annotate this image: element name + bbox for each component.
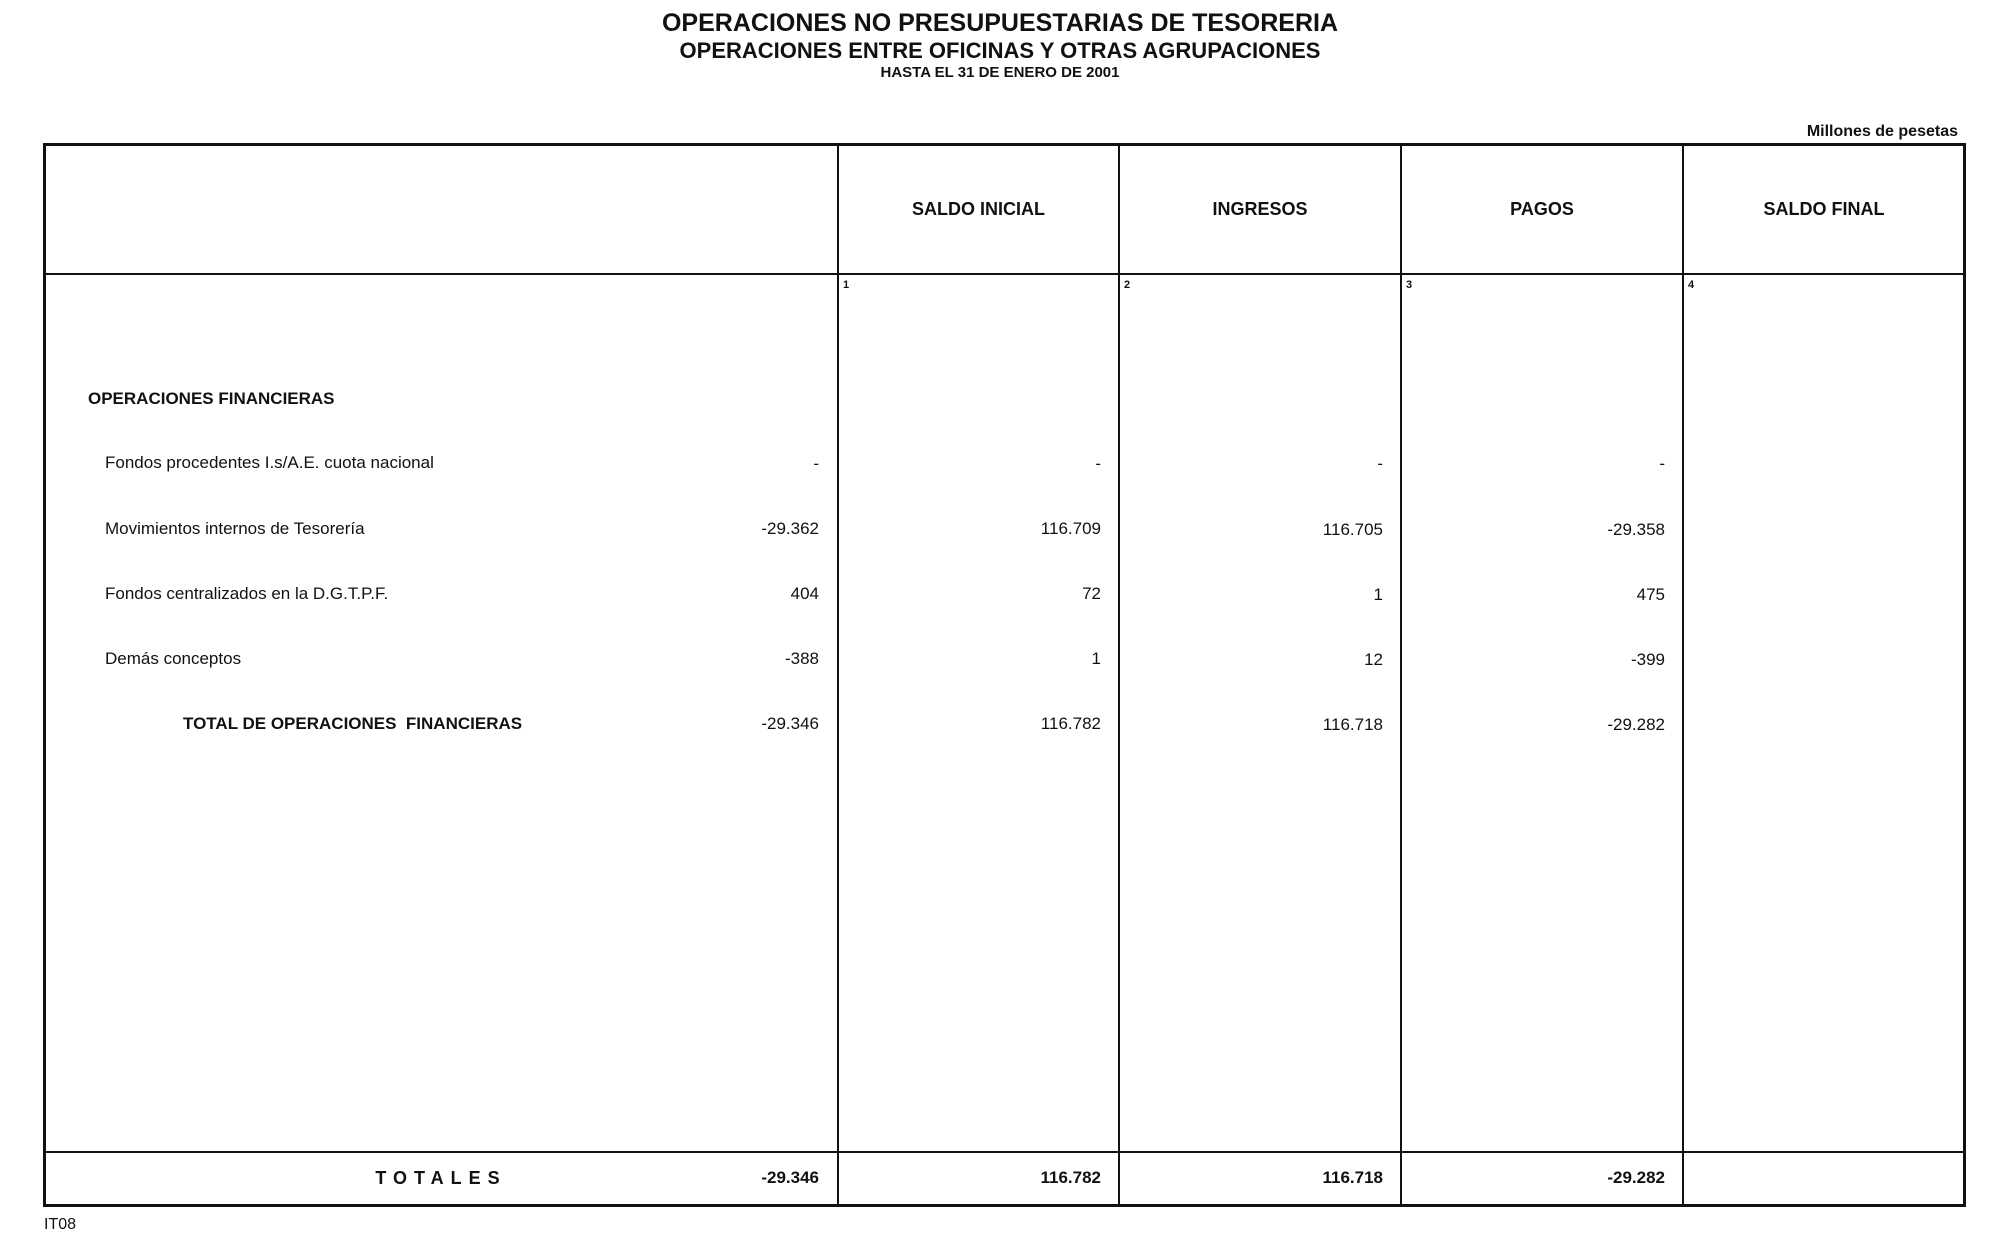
row-label: Fondos procedentes I.s/A.E. cuota nacional: [105, 453, 434, 472]
cell-saldo-final: -399: [1630, 650, 1665, 669]
cell-pagos: 12: [1364, 650, 1383, 669]
cell-pagos: 116.705: [1322, 520, 1383, 539]
column-header-ingresos: INGRESOS: [1212, 199, 1308, 219]
column-number: 4: [1688, 279, 1695, 291]
report-title: OPERACIONES NO PRESUPUESTARIAS DE TESORERIA: [661, 9, 1339, 37]
column-header-saldo-inicial: SALDO INICIAL: [912, 199, 1045, 219]
header-divider: [46, 273, 1963, 275]
column-number: 2: [1124, 279, 1131, 291]
cell-saldo-inicial: -29.362: [761, 519, 819, 538]
section-title: OPERACIONES FINANCIERAS: [88, 389, 335, 408]
cell-pagos: -: [1377, 454, 1383, 473]
column-divider: [837, 146, 839, 1204]
section-total-saldo-final: -29.282: [1607, 715, 1665, 734]
row-label: Movimientos internos de Tesorería: [105, 519, 365, 538]
section-total-ingresos: 116.782: [1040, 714, 1101, 733]
report-period: HASTA EL 31 DE ENERO DE 2001: [880, 64, 1120, 81]
section-total-label: TOTAL DE OPERACIONES FINANCIERAS: [183, 714, 523, 733]
cell-saldo-inicial: -: [813, 454, 819, 473]
financial-table: [43, 143, 1966, 1207]
report-subtitle: OPERACIONES ENTRE OFICINAS Y OTRAS AGRUPACIONES: [679, 38, 1321, 63]
cell-ingresos: 116.709: [1040, 519, 1101, 538]
cell-ingresos: -: [1095, 454, 1101, 473]
column-header-pagos: PAGOS: [1510, 199, 1574, 219]
column-divider: [1682, 146, 1684, 1204]
totals-divider: [46, 1151, 1963, 1153]
column-number: 3: [1406, 279, 1413, 291]
totals-saldo-final: -29.282: [1607, 1168, 1665, 1187]
row-label: Fondos centralizados en la D.G.T.P.F.: [105, 584, 389, 603]
totals-saldo-inicial: -29.346: [761, 1168, 819, 1187]
totals-pagos: 116.718: [1322, 1168, 1383, 1187]
cell-ingresos: 72: [1082, 584, 1101, 603]
column-divider: [1118, 146, 1120, 1204]
cell-ingresos: 1: [1091, 649, 1101, 668]
column-header-saldo-final: SALDO FINAL: [1763, 199, 1885, 219]
section-total-pagos: 116.718: [1322, 715, 1383, 734]
totals-ingresos: 116.782: [1040, 1168, 1101, 1187]
cell-saldo-final: 475: [1636, 585, 1665, 604]
cell-saldo-final: -29.358: [1607, 520, 1665, 539]
cell-saldo-inicial: 404: [790, 584, 819, 603]
cell-saldo-inicial: -388: [784, 649, 819, 668]
column-number: 1: [843, 279, 850, 291]
column-divider: [1400, 146, 1402, 1204]
totals-label: TOTALES: [375, 1168, 507, 1188]
report-code: IT08: [44, 1216, 77, 1233]
units-label: Millones de pesetas: [1806, 123, 1958, 140]
report-header: [0, 8, 2000, 83]
row-label: Demás conceptos: [105, 649, 242, 668]
section-total-saldo-inicial: -29.346: [761, 714, 819, 733]
cell-saldo-final: -: [1659, 454, 1665, 473]
cell-pagos: 1: [1373, 585, 1383, 604]
